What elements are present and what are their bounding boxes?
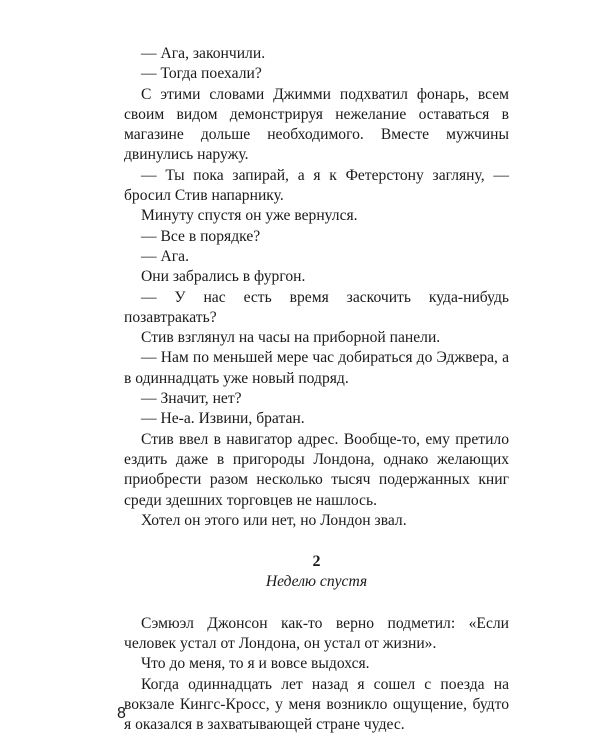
paragraph: — Ты пока запирай, а я к Фетерстону загляну, — бросил Стив напарнику.: [124, 166, 509, 205]
paragraph: Когда одиннадцать лет назад я сошел с поезда на вокзале Кингс-Кросс, у меня возникло ощущение, будто я оказался в захватывающей стране чудес.: [124, 675, 509, 734]
paragraph: С этими словами Джимми подхватил фонарь, всем своим видом демонстрируя нежелание оставаться в магазине дольше необходимого. Вместе мужчины двинулись наружу.: [124, 85, 509, 164]
paragraph: — Ага.: [141, 247, 189, 265]
paragraph: Они забрались в фургон.: [141, 268, 306, 286]
paragraph: Хотел он этого или нет, но Лондон звал.: [141, 511, 407, 529]
paragraph: — Не-а. Извини, братан.: [141, 410, 305, 428]
paragraph: — Все в порядке?: [141, 227, 261, 245]
paragraph: — Нам по меньшей мере час добираться до Эджвера, а в одиннадцать уже новый подряд.: [124, 349, 509, 387]
paragraph: — Ага, закончили.: [141, 45, 266, 62]
paragraph: Что до меня, то я и вовсе выдохся.: [141, 655, 370, 673]
body-text: [124, 44, 509, 736]
chapter-subtitle: Неделю спустя: [265, 573, 368, 591]
chapter-number: 2: [312, 553, 321, 571]
paragraph: — Тогда поехали?: [141, 65, 262, 83]
paragraph: Сэмюэл Джонсон как-то верно подметил: «Если человек устал от Лондона, он устал от жизни».: [124, 614, 509, 653]
paragraph: — Значит, нет?: [141, 390, 242, 408]
page-number: 8: [117, 705, 126, 722]
paragraph: Минуту спустя он уже вернулся.: [141, 207, 358, 225]
paragraph: — У нас есть время заскочить куда-нибудь позавтракать?: [124, 288, 509, 326]
paragraph: Стив взглянул на часы на приборной панели.: [141, 329, 441, 347]
paragraph: Стив ввел в навигатор адрес. Вообще-то, ему претило ездить даже в пригороды Лондона, однако желающих приобрести разом несколько тысяч подержанных книг среди здешних торговцев не нашлось.: [124, 430, 509, 509]
